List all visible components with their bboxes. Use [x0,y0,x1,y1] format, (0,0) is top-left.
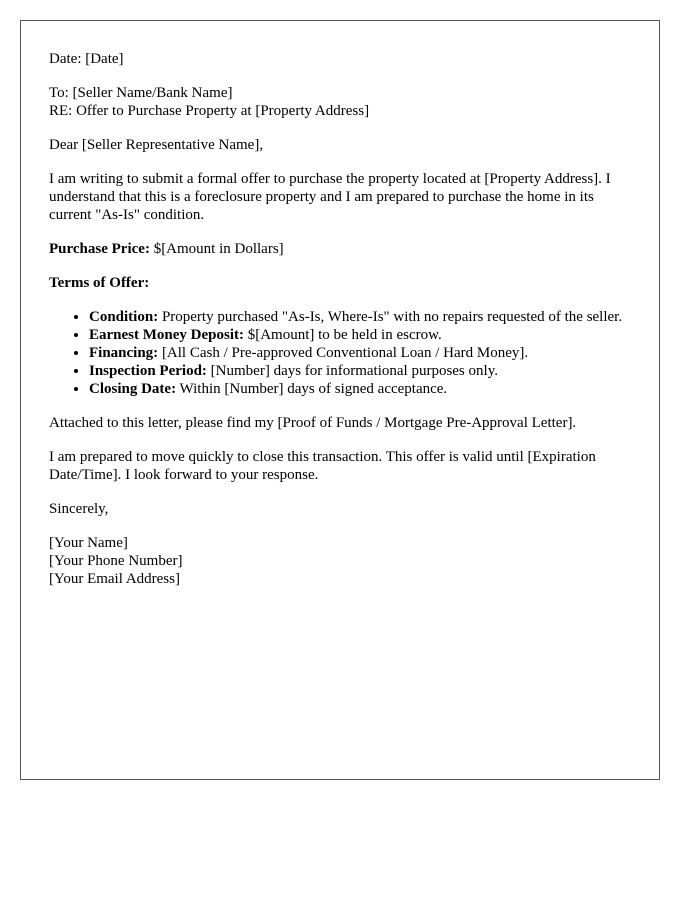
term-financing [89,344,631,362]
term-text: Within [Number] days of signed acceptance. [176,381,448,397]
terms-heading [49,274,631,292]
terms-heading-text: Terms of Offer: [49,275,150,291]
term-condition [89,308,631,326]
signature-phone: [Your Phone Number] [49,553,183,569]
salutation: Dear [Seller Representative Name], [49,137,264,153]
term-label: Inspection Period: [89,363,207,379]
term-text: [All Cash / Pre-approved Conventional Loan / Hard Money]. [158,345,529,361]
term-text: Property purchased "As-Is, Where-Is" with no repairs requested of the seller. [158,309,623,325]
valediction: Sincerely, [49,501,109,517]
recipient-block [49,84,631,120]
purchase-price [49,240,631,258]
purchase-price-value: $[Amount in Dollars] [149,241,284,257]
term-closing-date [89,380,631,398]
signature-block [49,534,631,588]
date-line: Date: [Date] [49,51,124,67]
re-line: RE: Offer to Purchase Property at [Property Address] [49,103,370,119]
closing-paragraph: I am prepared to move quickly to close this transaction. This offer is valid until [Expiration Date/Time]. I look forward to your response. [49,449,596,483]
letter-page [20,20,660,780]
term-earnest-money [89,326,631,344]
term-text: [Number] days for informational purposes only. [206,363,498,379]
purchase-price-label: Purchase Price: [49,241,150,257]
term-inspection-period [89,362,631,380]
terms-list [49,308,631,398]
intro-paragraph: I am writing to submit a formal offer to purchase the property located at [Property Address]. I understand that this is a foreclosure property and I am prepared to purchase the home in its current "As-Is" condition. [49,171,611,223]
signature-name: [Your Name] [49,535,128,551]
to-line: To: [Seller Name/Bank Name] [49,85,233,101]
term-text: $[Amount] to be held in escrow. [243,327,442,343]
term-label: Closing Date: [89,381,177,397]
term-label: Financing: [89,345,159,361]
term-label: Condition: [89,309,159,325]
term-label: Earnest Money Deposit: [89,327,244,343]
attachment-paragraph: Attached to this letter, please find my [Proof of Funds / Mortgage Pre-Approval Letter]. [49,415,577,431]
signature-email: [Your Email Address] [49,571,180,587]
